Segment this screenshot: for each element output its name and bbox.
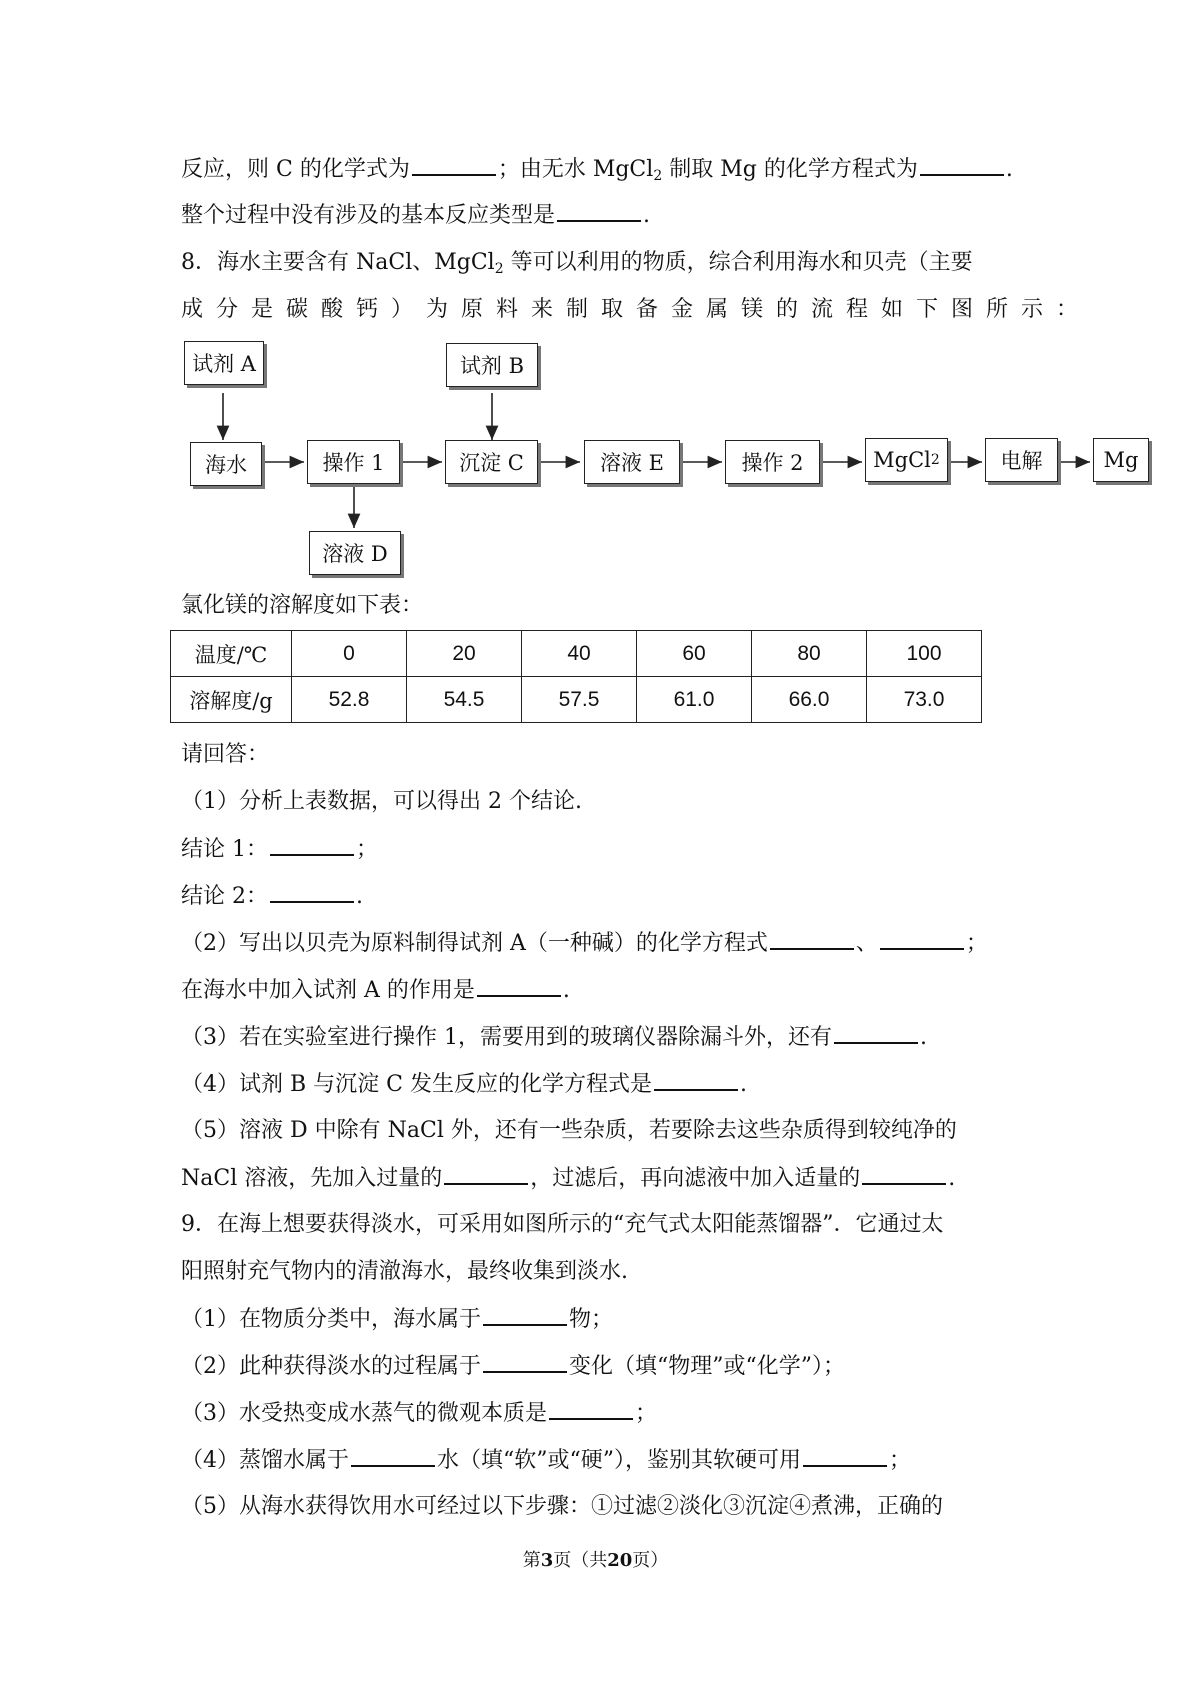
- page-number: 3: [540, 1550, 554, 1571]
- flow-arrows: [0, 0, 1191, 600]
- sub-question-5: [181, 1116, 957, 1146]
- answer-blank[interactable]: [803, 1445, 887, 1467]
- text: .: [643, 203, 651, 228]
- text: （3）若在实验室进行操作 1，需要用到的玻璃仪器除漏斗外，还有: [181, 1025, 832, 1050]
- box-solution-d: [309, 531, 401, 575]
- text: .: [562, 978, 570, 1003]
- conclusion-1: [181, 834, 378, 865]
- text: 页）: [632, 1550, 669, 1571]
- box-magnesium: [1093, 438, 1149, 482]
- text: （1）在物质分类中，海水属于: [181, 1307, 481, 1332]
- q9-sub-4: [181, 1445, 911, 1476]
- table-cell: 54.5: [407, 677, 522, 723]
- q9-sub-1: [181, 1304, 613, 1335]
- box-mgcl2: [865, 438, 948, 482]
- text-please-answer: [181, 740, 269, 770]
- sub-question-5-cont: [181, 1163, 955, 1194]
- q9-sub-5: [181, 1492, 943, 1522]
- answer-blank[interactable]: [770, 928, 854, 950]
- total-pages: 20: [607, 1550, 633, 1571]
- table-cell: 100: [867, 631, 982, 677]
- text: （3）水受热变成水蒸气的微观本质是: [181, 1401, 547, 1426]
- answer-blank[interactable]: [549, 1398, 633, 1420]
- box-label: 海水: [205, 453, 247, 477]
- table-cell: 73.0: [867, 677, 982, 723]
- box-operation-1: [307, 440, 400, 484]
- text: 请回答：: [181, 742, 270, 767]
- box-label: Mg: [1103, 448, 1139, 472]
- text: （5）溶液 D 中除有 NaCl 外，还有一些杂质，若要除去这些杂质得到较纯净的: [181, 1118, 957, 1143]
- answer-blank[interactable]: [483, 1351, 567, 1373]
- answer-blank[interactable]: [351, 1445, 435, 1467]
- text: ；: [965, 931, 988, 956]
- text: （4）蒸馏水属于: [181, 1448, 349, 1473]
- box-label: MgCl: [873, 448, 931, 472]
- text: .: [920, 1025, 927, 1050]
- box-label: 沉淀 C: [459, 451, 524, 475]
- text: 水（填“软”或“硬”），鉴别其软硬可用: [437, 1448, 801, 1473]
- box-electrolysis: [985, 438, 1058, 482]
- text: 页（共: [553, 1550, 608, 1571]
- table-cell: 40: [522, 631, 637, 677]
- subscript: 2: [494, 261, 504, 277]
- text: 8．海水主要含有 NaCl、MgCl: [181, 250, 495, 275]
- text: 成分是碳酸钙）为原料来制取备金属镁的流程如下图所示：: [181, 297, 1092, 322]
- q9-sub-3: [181, 1398, 657, 1429]
- text: ；: [356, 837, 379, 862]
- text: 第: [522, 1550, 541, 1571]
- box-label: 溶液 E: [599, 451, 664, 475]
- text: 反应，则 C 的化学式为: [181, 157, 410, 182]
- table-cell: 80: [752, 631, 867, 677]
- answer-blank[interactable]: [862, 1163, 946, 1185]
- text: 阳照射充气物内的清澈海水，最终收集到淡水.: [181, 1259, 628, 1284]
- text: .: [356, 884, 363, 909]
- solubility-table: [170, 630, 982, 723]
- text: （2）写出以贝壳为原料制得试剂 A（一种碱）的化学方程式: [181, 931, 768, 956]
- text: .: [739, 1072, 747, 1097]
- sub-question-2-cont: [181, 975, 570, 1006]
- text: ；由无水 MgCl: [497, 157, 654, 182]
- text: 在海水中加入试剂 A 的作用是: [181, 978, 475, 1003]
- answer-blank[interactable]: [834, 1022, 918, 1044]
- table-cell: 57.5: [522, 677, 637, 723]
- text: （2）此种获得淡水的过程属于: [181, 1354, 481, 1379]
- subscript: 2: [930, 452, 940, 468]
- text: （5）从海水获得饮用水可经过以下步骤：①过滤②淡化③沉淀④煮沸，正确的: [181, 1494, 943, 1519]
- sub-question-4: [181, 1069, 747, 1100]
- answer-blank[interactable]: [483, 1304, 567, 1326]
- box-label: 试剂 A: [192, 352, 256, 376]
- table-row: [171, 677, 982, 723]
- answer-blank[interactable]: [880, 928, 964, 950]
- box-reagent-b: [446, 343, 538, 387]
- text: 氯化镁的溶解度如下表：: [181, 593, 424, 618]
- box-reagent-a: [184, 341, 264, 385]
- text: NaCl 溶液，先加入过量的: [181, 1166, 443, 1191]
- box-solution-e: [584, 440, 680, 484]
- question-9-line-1: [181, 1210, 944, 1240]
- box-label: 电解: [1000, 449, 1043, 473]
- page-footer: [0, 1546, 1191, 1572]
- sub-question-1: [181, 787, 582, 817]
- answer-blank[interactable]: [654, 1069, 738, 1091]
- answer-blank[interactable]: [270, 834, 354, 856]
- text: （4）试剂 B 与沉淀 C 发生反应的化学方程式是: [181, 1072, 652, 1097]
- text: 9．在海上想要获得淡水，可采用如图所示的“充气式太阳能蒸馏器”．它通过太: [181, 1212, 944, 1237]
- box-label: 溶液 D: [322, 542, 388, 566]
- box-precipitate-c: [445, 440, 538, 484]
- text: 结论 2：: [181, 884, 268, 909]
- text: （1）分析上表数据，可以得出 2 个结论.: [181, 789, 582, 814]
- text: .: [1005, 157, 1013, 182]
- text: ；: [635, 1401, 658, 1426]
- q9-sub-2: [181, 1351, 845, 1382]
- box-label: 操作 2: [741, 451, 804, 475]
- question-9-line-2: [181, 1257, 628, 1287]
- table-cell: 61.0: [637, 677, 752, 723]
- table-cell: 60: [637, 631, 752, 677]
- box-label: 操作 1: [322, 451, 385, 475]
- text: 结论 1：: [181, 837, 268, 862]
- sub-question-2: [181, 928, 988, 959]
- box-seawater: [190, 442, 262, 486]
- row-header: 溶解度/g: [171, 677, 292, 723]
- table-row: [171, 631, 982, 677]
- sub-question-3: [181, 1022, 927, 1053]
- text: ，过滤后，再向滤液中加入适量的: [530, 1166, 861, 1191]
- text: 物；: [569, 1307, 614, 1332]
- answer-blank[interactable]: [270, 881, 354, 903]
- answer-blank[interactable]: [477, 975, 561, 997]
- text: 、: [855, 931, 878, 956]
- table-cell: 20: [407, 631, 522, 677]
- row-header: 温度/℃: [171, 631, 292, 677]
- table-cell: 0: [292, 631, 407, 677]
- text: 变化（填“物理”或“化学”）；: [569, 1354, 845, 1379]
- text: 等可以利用的物质，综合利用海水和贝壳（主要: [503, 250, 973, 275]
- text: ；: [889, 1448, 912, 1473]
- table-cell: 52.8: [292, 677, 407, 723]
- box-operation-2: [725, 440, 820, 484]
- text: 制取 Mg 的化学方程式为: [662, 157, 918, 182]
- text: .: [948, 1166, 956, 1191]
- table-intro: [181, 591, 423, 621]
- table-cell: 66.0: [752, 677, 867, 723]
- text: 整个过程中没有涉及的基本反应类型是: [181, 203, 556, 228]
- conclusion-2: [181, 881, 363, 912]
- answer-blank[interactable]: [444, 1163, 528, 1185]
- subscript: 2: [653, 168, 663, 184]
- box-label: 试剂 B: [459, 354, 525, 378]
